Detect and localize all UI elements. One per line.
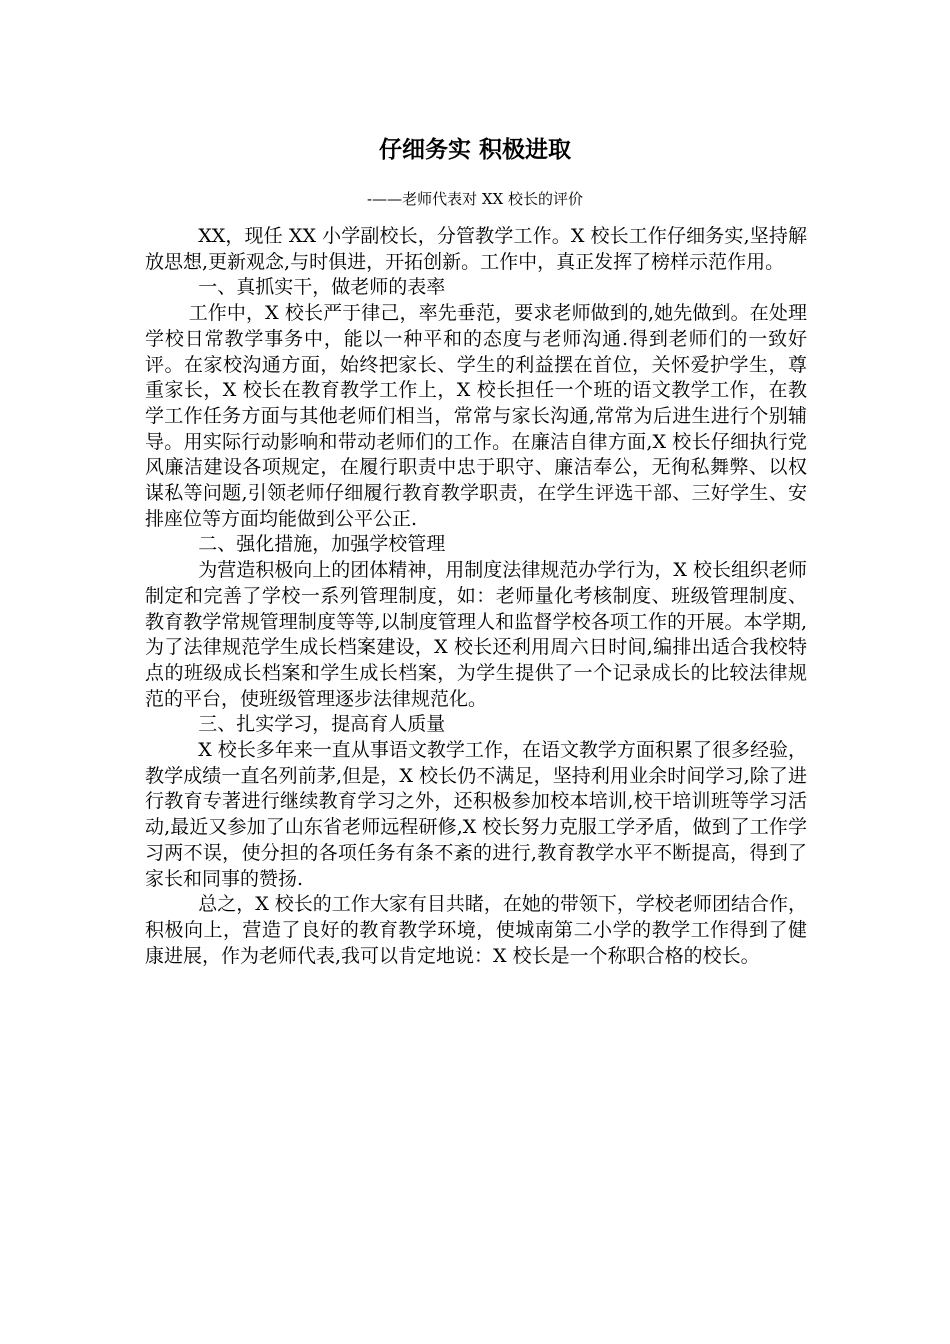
document-body <box>145 224 807 969</box>
section-paragraph-1: 工作中，X 校长严于律己，率先垂范，要求老师做到的,她先做到。在处理学校日常教学事务中，能以一种平和的态度与老师沟通.得到老师们的一致好评。在家校沟通方面，始终把家长、学生的利益摆在首位，关怀爱护学生，尊重家长，X 校长在教育教学工作上，X 校长担任一个班的语文教学工作，在教学工作任务方面与其他老师们相当，常常与家长沟通,常常为后进生进行个别辅导。用实际行动影响和带动老师们的工作。在廉洁自律方面,X 校长仔细执行党风廉洁建设各项规定，在履行职责中忠于职守、廉洁奉公，无徇私舞弊、以权谋私等问题,引领老师仔细履行教育教学职责，在学生评选干部、三好学生、安排座位等方面均能做到公平公正. <box>145 302 807 530</box>
conclusion-paragraph: 总之，X 校长的工作大家有目共睹，在她的带领下，学校老师团结合作，积极向上，营造了良好的教育教学环境，使城南第二小学的教学工作得到了健康进展，作为老师代表,我可以肯定地说：X 校长是一个称职合格的校长。 <box>145 893 807 967</box>
section-paragraph-3: X 校长多年来一直从事语文教学工作，在语文教学方面积累了很多经验，教学成绩一直名列前茅,但是，X 校长仍不满足，坚持利用业余时间学习,除了进行教育专著进行继续教育学习之外，还积极参加校本培训,校干培训班等学习活动,最近又参加了山东省老师远程研修,X 校长努力克服工学矛盾，做到了工作学习两不误，使分担的各项任务有条不紊的进行,教育教学水平不断提高，得到了家长和同事的赞扬. <box>145 739 807 890</box>
section-heading-2: 二、强化措施，加强学校管理 <box>198 533 446 556</box>
section-heading-1: 一、真抓实干，做老师的表率 <box>198 276 446 299</box>
section-paragraph-2: 为营造积极向上的团体精神，用制度法律规范办学行为，X 校长组织老师制定和完善了学校一系列管理制度，如：老师量化考核制度、班级管理制度、教育教学常规管理制度等等,以制度管理人和监督学校各项工作的开展。本学期,为了法律规范学生成长档案建设，X 校长还利用周六日时间,编排出适合我校特点的班级成长档案和学生成长档案，为学生提供了一个记录成长的比较法律规范的平台，使班级管理逐步法律规范化。 <box>145 559 807 710</box>
section-heading-3: 三、扎实学习，提高育人质量 <box>198 713 446 736</box>
document-title: 仔细务实 积极进取 <box>378 137 571 163</box>
intro-paragraph: XX，现任 XX 小学副校长，分管教学工作。X 校长工作仔细务实,坚持解放思想,更新观念,与时俱进，开拓创新。工作中，真正发挥了榜样示范作用。 <box>145 225 807 273</box>
document-subtitle: -——老师代表对 XX 校长的评价 <box>367 190 583 208</box>
